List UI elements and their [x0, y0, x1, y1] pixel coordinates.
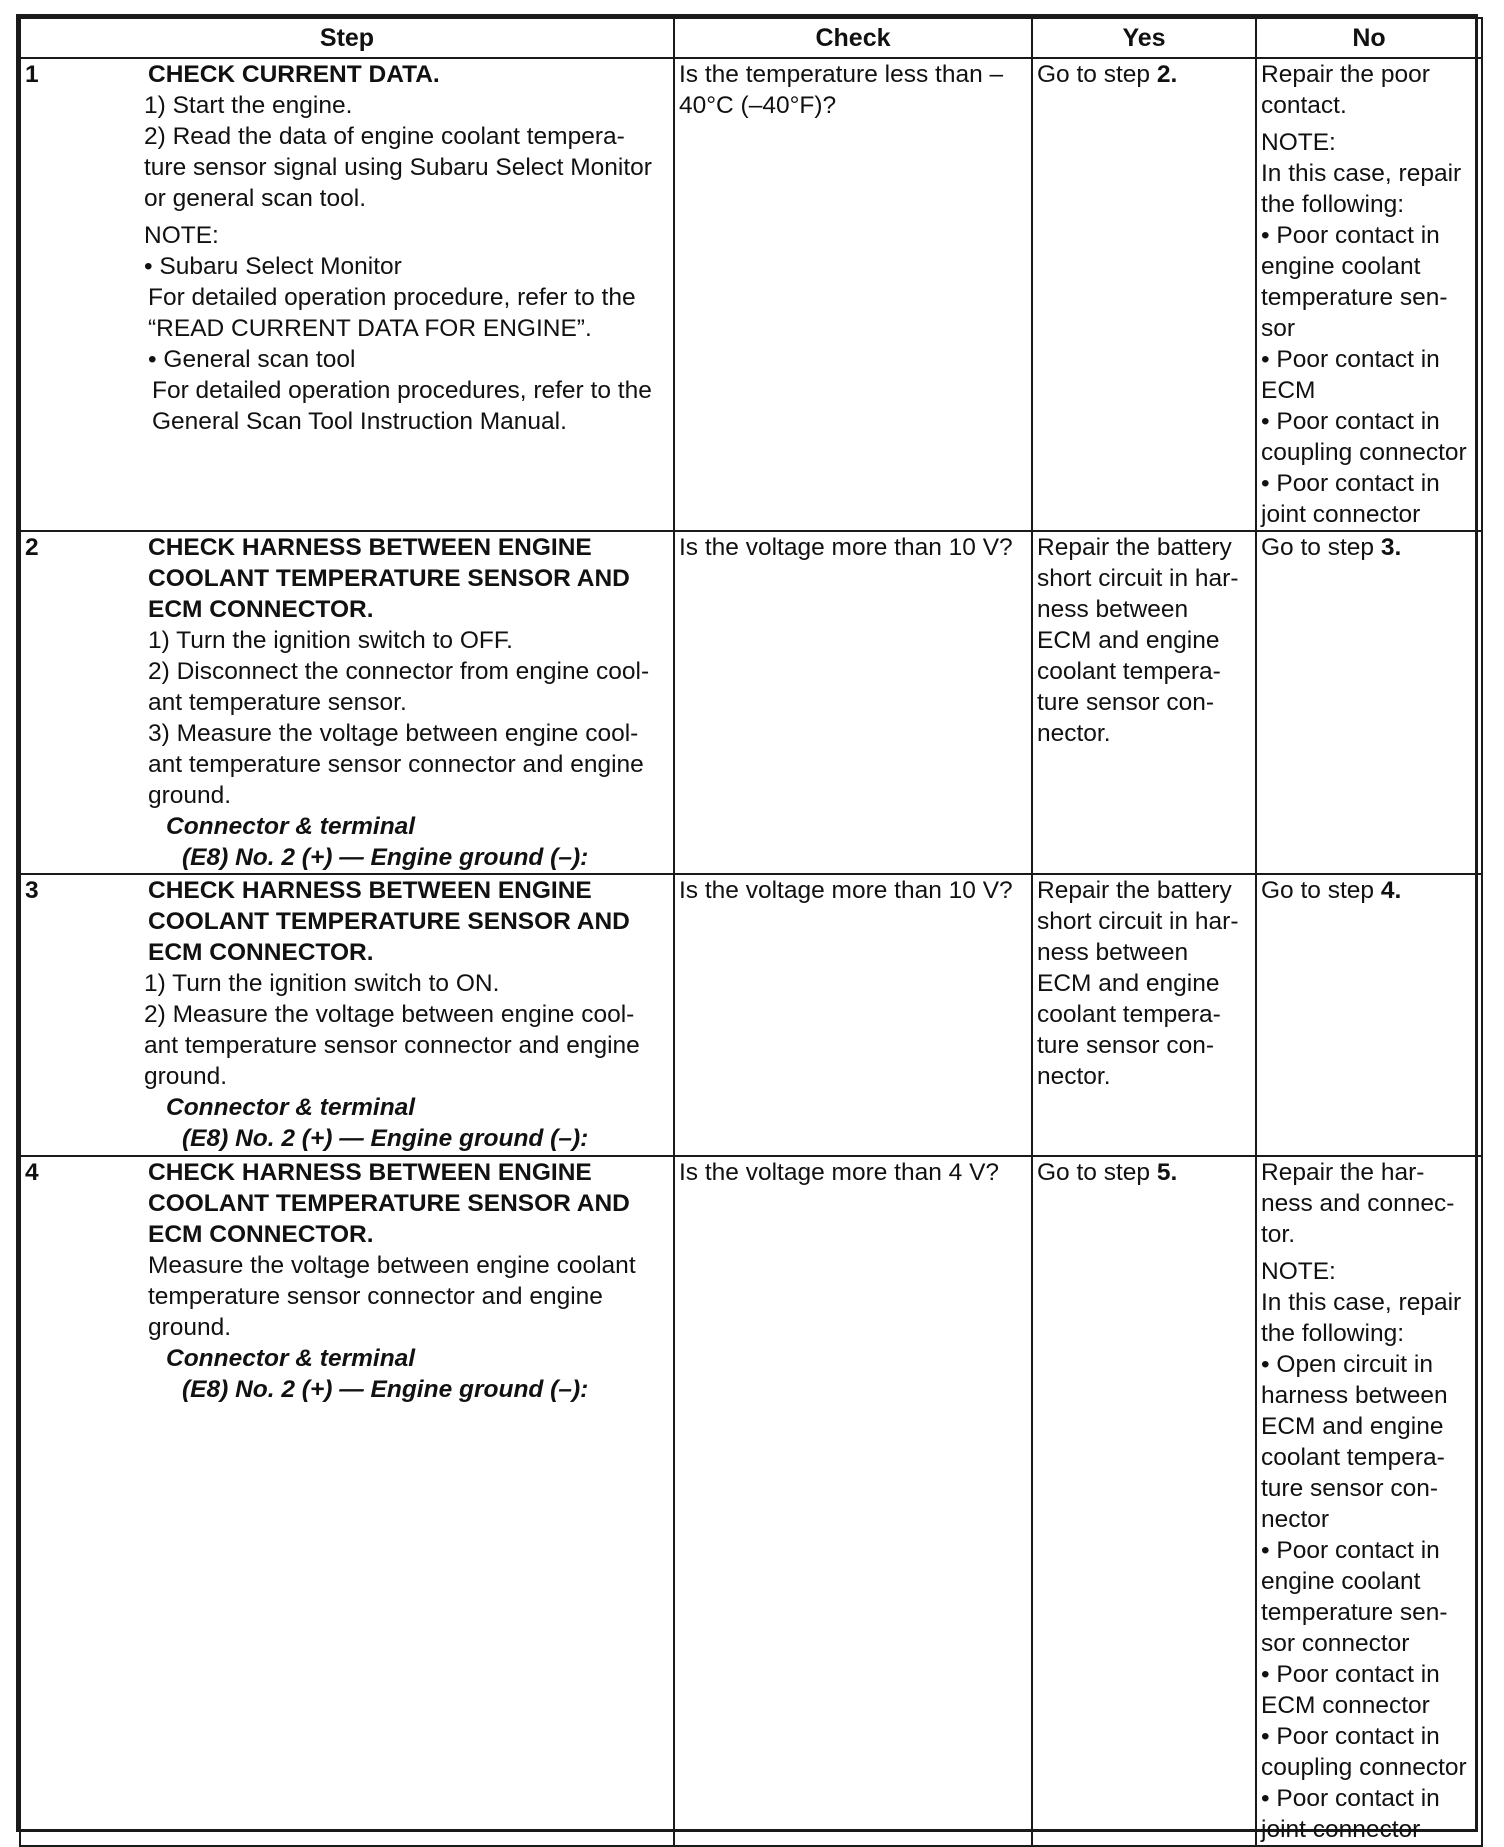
yes-line: ness between [1037, 939, 1189, 966]
step-line: temperature sensor connector and engine [148, 1283, 603, 1310]
yes-line: ture sensor con- [1037, 1032, 1215, 1059]
note-line: ECM [1261, 377, 1316, 404]
step-line: ground. [148, 782, 232, 809]
step-description [140, 531, 674, 874]
note-line: • Poor contact in [1261, 1537, 1440, 1564]
step-line: ant temperature sensor. [148, 689, 407, 716]
yes-line: ture sensor con- [1037, 689, 1215, 716]
step-title: COOLANT TEMPERATURE SENSOR AND [148, 1190, 630, 1217]
note-line: harness between [1261, 1382, 1448, 1409]
note-line: • Poor contact in [1261, 408, 1440, 435]
no-step-link: 4. [1380, 877, 1402, 904]
step-description [140, 58, 674, 531]
check-cell [674, 58, 1032, 531]
note-line: coupling connector [1261, 1754, 1467, 1781]
connector-terminal: (E8) No. 2 (+) — Engine ground (–): [182, 1376, 589, 1403]
yes-line: nector. [1037, 720, 1111, 747]
header-row [20, 18, 1482, 58]
no-step-link: 3. [1380, 534, 1402, 561]
yes-step-link: 5. [1156, 1159, 1178, 1186]
no-line: contact. [1261, 92, 1347, 119]
no-text: Go to step [1261, 877, 1381, 904]
yes-line: short circuit in har- [1037, 565, 1239, 592]
note-line: engine coolant [1261, 253, 1421, 280]
yes-cell [1032, 874, 1256, 1156]
note-line: coolant tempera- [1261, 1444, 1445, 1471]
step-line: 1) Start the engine. [144, 92, 353, 119]
note-line: • Poor contact in [1261, 1723, 1440, 1750]
no-line: Repair the poor [1261, 61, 1430, 88]
step-line: 1) Turn the ignition switch to ON. [144, 970, 500, 997]
no-line: tor. [1261, 1221, 1296, 1248]
step-line: ground. [144, 1063, 228, 1090]
yes-line: coolant tempera- [1037, 658, 1221, 685]
step-number: 1 [20, 58, 140, 531]
note-line: sor connector [1261, 1630, 1410, 1657]
note-line: ECM and engine [1261, 1413, 1444, 1440]
step-line: 1) Turn the ignition switch to OFF. [148, 627, 513, 654]
diagnostic-sheet [16, 14, 1478, 1843]
yes-line: short circuit in har- [1037, 908, 1239, 935]
connector-label: Connector & terminal [166, 813, 416, 840]
note-line: In this case, repair [1261, 160, 1462, 187]
step-line: 3) Measure the voltage between engine cool- [148, 720, 639, 747]
table-row [20, 1156, 1482, 1846]
header-yes: Yes [1032, 18, 1256, 58]
table-row [20, 58, 1482, 531]
note-line: nector [1261, 1506, 1330, 1533]
connector-label: Connector & terminal [166, 1094, 416, 1121]
no-cell [1256, 1156, 1482, 1846]
note-line: “READ CURRENT DATA FOR ENGINE”. [148, 315, 592, 342]
note-line: • Subaru Select Monitor [144, 253, 402, 280]
header-no: No [1256, 18, 1482, 58]
step-description [140, 1156, 674, 1846]
step-title: CHECK HARNESS BETWEEN ENGINE [148, 534, 592, 561]
no-cell [1256, 531, 1482, 874]
step-title: ECM CONNECTOR. [148, 1221, 374, 1248]
note-label: NOTE: [1261, 1258, 1336, 1285]
note-line: • General scan tool [148, 346, 356, 373]
step-title: COOLANT TEMPERATURE SENSOR AND [148, 908, 630, 935]
note-line: General Scan Tool Instruction Manual. [152, 408, 567, 435]
step-number: 4 [20, 1156, 140, 1846]
check-line: Is the voltage more than 10 V? [679, 877, 1013, 904]
note-line: • Poor contact in [1261, 1785, 1440, 1812]
yes-line: ECM and engine [1037, 627, 1220, 654]
yes-cell [1032, 1156, 1256, 1846]
check-cell [674, 1156, 1032, 1846]
yes-step-link: 2. [1156, 61, 1178, 88]
diagnostic-table [19, 17, 1483, 1847]
step-line: or general scan tool. [144, 185, 366, 212]
note-label: NOTE: [1261, 129, 1336, 156]
check-line: Is the voltage more than 10 V? [679, 534, 1013, 561]
step-line: ant temperature sensor connector and engine [144, 1032, 640, 1059]
note-line: • Poor contact in [1261, 222, 1440, 249]
no-cell [1256, 58, 1482, 531]
yes-cell [1032, 58, 1256, 531]
note-line: ECM connector [1261, 1692, 1430, 1719]
step-line: ground. [148, 1314, 232, 1341]
no-line: ness and connec- [1261, 1190, 1455, 1217]
note-line: coupling connector [1261, 439, 1467, 466]
note-line: temperature sen- [1261, 284, 1448, 311]
check-line: 40°C (–40°F)? [679, 92, 837, 119]
check-line: Is the voltage more than 4 V? [679, 1159, 1000, 1186]
note-line: joint connector [1261, 1816, 1421, 1843]
note-line: In this case, repair [1261, 1289, 1462, 1316]
step-line: ant temperature sensor connector and engine [148, 751, 644, 778]
check-cell [674, 531, 1032, 874]
step-line: 2) Read the data of engine coolant tempera- [144, 123, 625, 150]
no-text: Go to step [1261, 534, 1381, 561]
header-check: Check [674, 18, 1032, 58]
note-line: the following: [1261, 191, 1405, 218]
step-title: COOLANT TEMPERATURE SENSOR AND [148, 565, 630, 592]
yes-line: nector. [1037, 1063, 1111, 1090]
step-title: ECM CONNECTOR. [148, 939, 374, 966]
note-line: temperature sen- [1261, 1599, 1448, 1626]
table-row [20, 874, 1482, 1156]
header-step: Step [20, 18, 674, 58]
note-line: • Poor contact in [1261, 1661, 1440, 1688]
note-line: engine coolant [1261, 1568, 1421, 1595]
yes-line: coolant tempera- [1037, 1001, 1221, 1028]
step-line: Measure the voltage between engine coolant [148, 1252, 636, 1279]
step-title: CHECK HARNESS BETWEEN ENGINE [148, 1159, 592, 1186]
table-row [20, 531, 1482, 874]
note-line: the following: [1261, 1320, 1405, 1347]
connector-terminal: (E8) No. 2 (+) — Engine ground (–): [182, 1125, 589, 1152]
note-label: NOTE: [144, 222, 219, 249]
check-cell [674, 874, 1032, 1156]
step-title: ECM CONNECTOR. [148, 596, 374, 623]
step-description [140, 874, 674, 1156]
step-line: 2) Disconnect the connector from engine cool- [148, 658, 650, 685]
step-title: CHECK CURRENT DATA. [148, 61, 440, 88]
note-line: • Poor contact in [1261, 346, 1440, 373]
note-line: joint connector [1261, 501, 1421, 528]
note-line: sor [1261, 315, 1296, 342]
step-title: CHECK HARNESS BETWEEN ENGINE [148, 877, 592, 904]
step-number: 2 [20, 531, 140, 874]
yes-text: Go to step [1037, 61, 1157, 88]
note-line: ture sensor con- [1261, 1475, 1439, 1502]
note-line: For detailed operation procedures, refer to the [152, 377, 652, 404]
connector-label: Connector & terminal [166, 1345, 416, 1372]
step-number: 3 [20, 874, 140, 1156]
yes-line: ECM and engine [1037, 970, 1220, 997]
step-line: ture sensor signal using Subaru Select Monitor [144, 154, 652, 181]
note-line: For detailed operation procedure, refer to the [148, 284, 636, 311]
note-line: • Poor contact in [1261, 470, 1440, 497]
no-cell [1256, 874, 1482, 1156]
yes-text: Go to step [1037, 1159, 1157, 1186]
check-line: Is the temperature less than – [679, 61, 1004, 88]
yes-line: Repair the battery [1037, 534, 1232, 561]
yes-cell [1032, 531, 1256, 874]
no-line: Repair the har- [1261, 1159, 1425, 1186]
yes-line: ness between [1037, 596, 1189, 623]
step-line: 2) Measure the voltage between engine cool- [144, 1001, 635, 1028]
yes-line: Repair the battery [1037, 877, 1232, 904]
connector-terminal: (E8) No. 2 (+) — Engine ground (–): [182, 844, 589, 871]
note-line: • Open circuit in [1261, 1351, 1433, 1378]
